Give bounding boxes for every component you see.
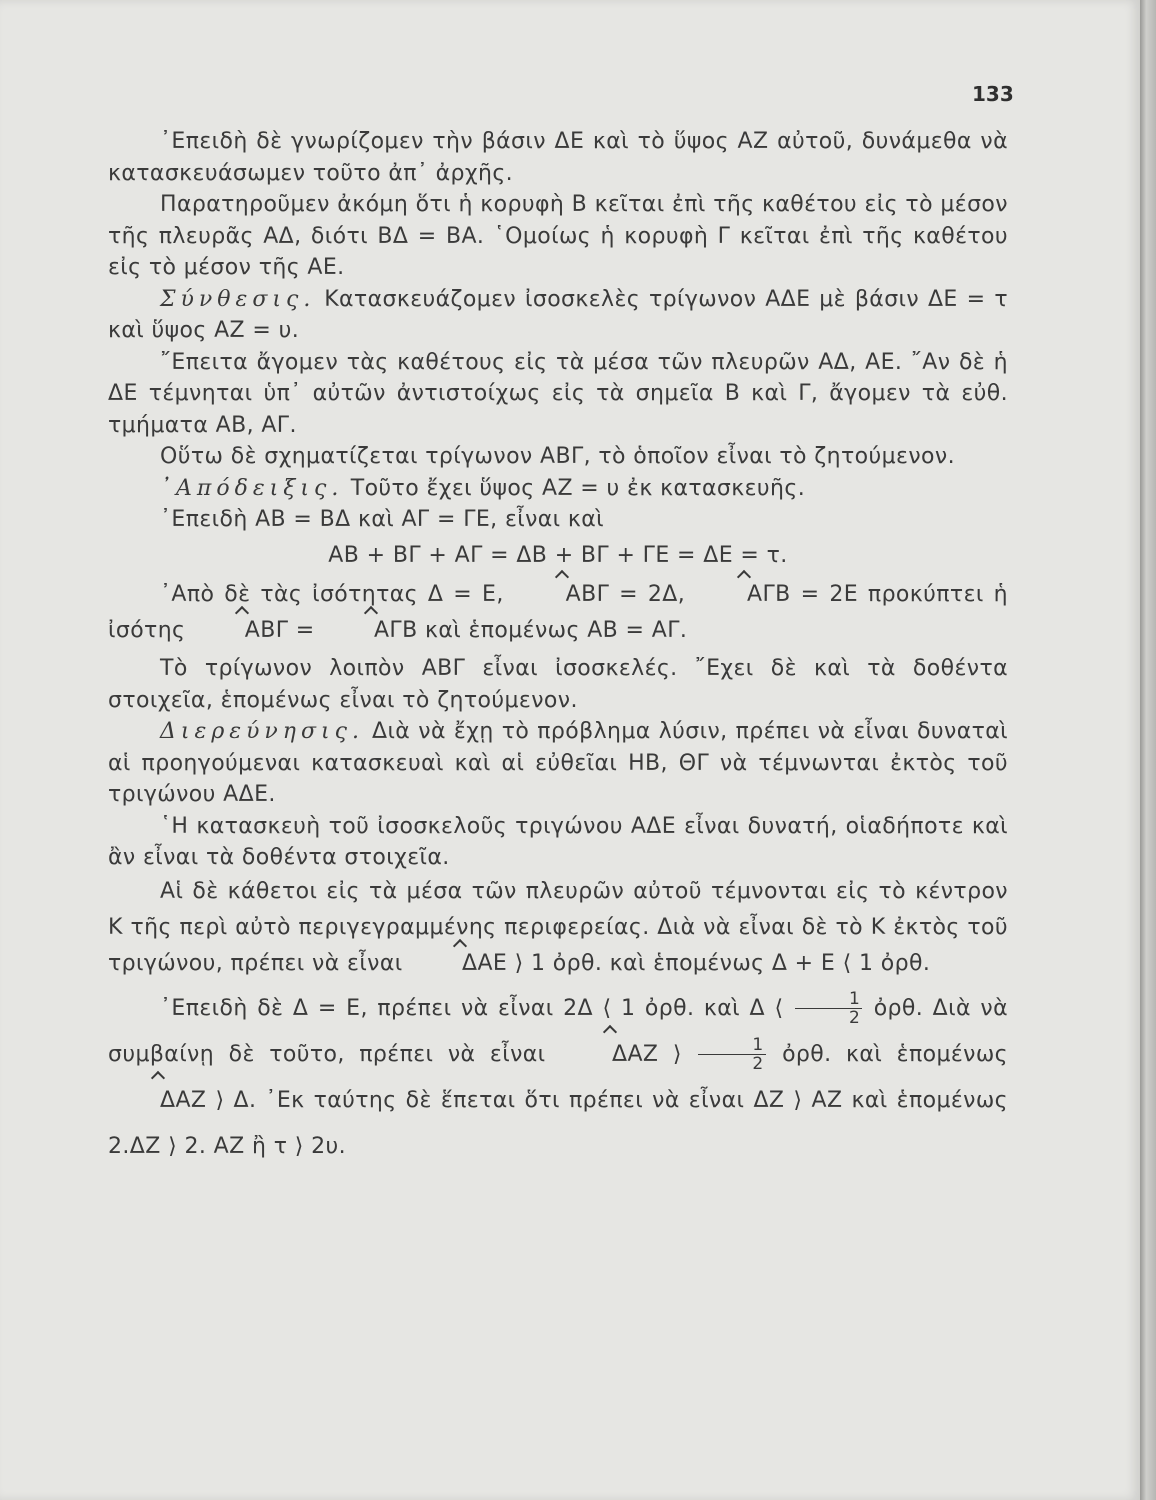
proof-heading: ᾽Απόδειξις.: [160, 475, 344, 501]
text-run: = 2Δ,: [609, 582, 696, 607]
text-run: =: [288, 618, 322, 643]
center-paragraph: [108, 874, 1008, 982]
paragraph: Οὕτω δὲ σχηματίζεται τρίγωνον ΑΒΓ, τὸ ὁποῖον εἶναι τὸ ζητούμενον.: [160, 444, 955, 469]
text-run: Αἱ δὲ κάθετοι εἰς τὰ μέσα τῶν πλευρῶν αὐτοῦ τέμνονται εἰς τὸ κέντρον Κ τῆς περὶ αὐτὸ περιγεγραμμένης περιφερείας. Διὰ νὰ εἶναι δὲ τὸ Κ ἐκτὸς τοῦ τριγώνου, πρέπει νὰ εἶναι: [108, 878, 1008, 976]
angle-expression: ΑΓΒ: [695, 577, 791, 613]
book-spine: [1140, 0, 1156, 1500]
paragraph: Παρατηροῦμεν ἀκόμη ὅτι ἡ κορυφὴ Β κεῖται ἐπὶ τῆς καθέτου εἰς τὸ μέσον τῆς πλευρᾶς ΑΔ, διότι ΒΔ = ΒΑ. ῾Ομοίως ἡ κορυφὴ Γ κεῖται ἐπὶ τῆς καθέτου εἰς τὸ μέσον τῆς ΑΕ.: [108, 192, 1008, 280]
fraction-half: [698, 1036, 765, 1073]
paragraph: ῾Η κατασκευὴ τοῦ ἰσοσκελοῦς τριγώνου ΑΔΕ εἶναι δυνατή, οἱαδήποτε καὶ ἂν εἶναι τὰ δοθέντα στοιχεῖα.: [108, 813, 1008, 870]
proof-paragraph: [108, 473, 1008, 505]
angle-expression: ΔΑΖ: [108, 1078, 206, 1124]
equation: ΑΒ + ΒΓ + ΑΓ = ΔΒ + ΒΓ + ΓΕ = ΔΕ = τ.: [328, 542, 788, 568]
angle-expression: ΑΓΒ: [322, 613, 418, 649]
page-body: [108, 126, 1008, 1174]
paragraph: ῎Επειτα ἄγομεν τὰς καθέτους εἰς τὰ μέσα τῶν πλευρῶν ΑΔ, ΑΕ. ῎Αν δὲ ἡ ΔΕ τέμνηται ὑπ᾽ αὐτῶν ἀντιστοίχως εἰς τὰ σημεῖα Β καὶ Γ, ἄγομεν τὰ εὐθ. τμήματα ΑΒ, ΑΓ.: [108, 349, 1008, 438]
text-run: = 2Ε προκύπτει ἡ ἰσότης: [108, 582, 1008, 643]
fraction-numerator: 1: [795, 990, 862, 1009]
text-run: ⟩ Δ. ᾽Εκ ταύτης δὲ ἕπεται ὅτι πρέπει νὰ εἶναι ΔΖ ⟩ ΑΖ καὶ ἑπομένως 2.ΔΖ ⟩ 2. ΑΖ ἢ τ ⟩ 2υ.: [108, 1087, 1008, 1159]
text-run: ᾽Επειδὴ δὲ Δ = Ε, πρέπει νὰ εἶναι 2Δ ⟨ 1 ὀρθ. καὶ Δ ⟨: [160, 995, 793, 1021]
synthesis-paragraph: [108, 284, 1008, 347]
text-run: ⟩: [658, 1041, 697, 1067]
text-run: ⟩ 1 ὀρθ. καὶ ἑπομένως Δ + Ε ⟨ 1 ὀρθ.: [507, 950, 931, 976]
final-paragraph: [108, 986, 1008, 1170]
discussion-text: Διὰ νὰ ἔχῃ τὸ πρόβλημα λύσιν, πρέπει νὰ εἶναι δυναταὶ αἱ προηγούμεναι κατασκευαὶ καὶ αἱ εὐθεῖαι ΗΒ, ΘΓ νὰ τέμνωνται ἐκτὸς τοῦ τριγώνου ΑΔΕ.: [108, 719, 1008, 807]
fraction-half: [795, 990, 862, 1027]
proof-text: Τοῦτο ἔχει ὕψος ΑΖ = υ ἐκ κατασκευῆς.: [350, 475, 806, 501]
text-run: ὀρθ. Διὰ νὰ συμβαίνῃ δὲ τοῦτο, πρέπει νὰ εἶναι: [108, 995, 1008, 1067]
discussion-paragraph: [108, 716, 1008, 811]
fraction-denominator: 2: [848, 1008, 861, 1028]
text-run: ᾽Απὸ δὲ τὰς ἰσότητας Δ = Ε,: [160, 582, 514, 607]
synthesis-heading: Σύνθεσις.: [160, 286, 316, 312]
discussion-heading: Διερεύνησις.: [160, 719, 364, 744]
paragraph: ᾽Επειδὴ δὲ γνωρίζομεν τὴν βάσιν ΔΕ καὶ τὸ ὕψος ΑΖ αὐτοῦ, δυνάμεθα νὰ κατασκευάσωμεν τοῦτο ἀπ᾽ ἀρχῆς.: [108, 129, 1008, 186]
angle-expression: ΔΑΕ: [410, 946, 507, 982]
angles-paragraph: [108, 577, 1008, 649]
fraction-numerator: 1: [698, 1036, 765, 1055]
page-number: 133: [972, 82, 1014, 106]
paragraph: Τὸ τρίγωνον λοιπὸν ΑΒΓ εἶναι ἰσοσκελές. ῎Εχει δὲ καὶ τὰ δοθέντα στοιχεῖα, ἑπομένως εἶναι τὸ ζητούμενον.: [108, 656, 1008, 713]
synthesis-text: Κατασκευάζομεν ἰσοσκελὲς τρίγωνον ΑΔΕ μὲ βάσιν ΔΕ = τ καὶ ὕψος ΑΖ = υ.: [108, 286, 1008, 343]
text-run: καὶ ἑπομένως ΑΒ = ΑΓ.: [417, 618, 688, 643]
text-run: ὀρθ. καὶ ἑπομένως: [767, 1041, 1008, 1067]
angle-expression: ΔΑΖ: [560, 1032, 658, 1078]
angle-expression: ΑΒΓ: [514, 577, 610, 613]
angle-expression: ΑΒΓ: [193, 613, 289, 649]
fraction-denominator: 2: [752, 1054, 764, 1074]
paragraph: ᾽Επειδὴ ΑΒ = ΒΔ καὶ ΑΓ = ΓΕ, εἶναι καὶ: [160, 507, 605, 532]
